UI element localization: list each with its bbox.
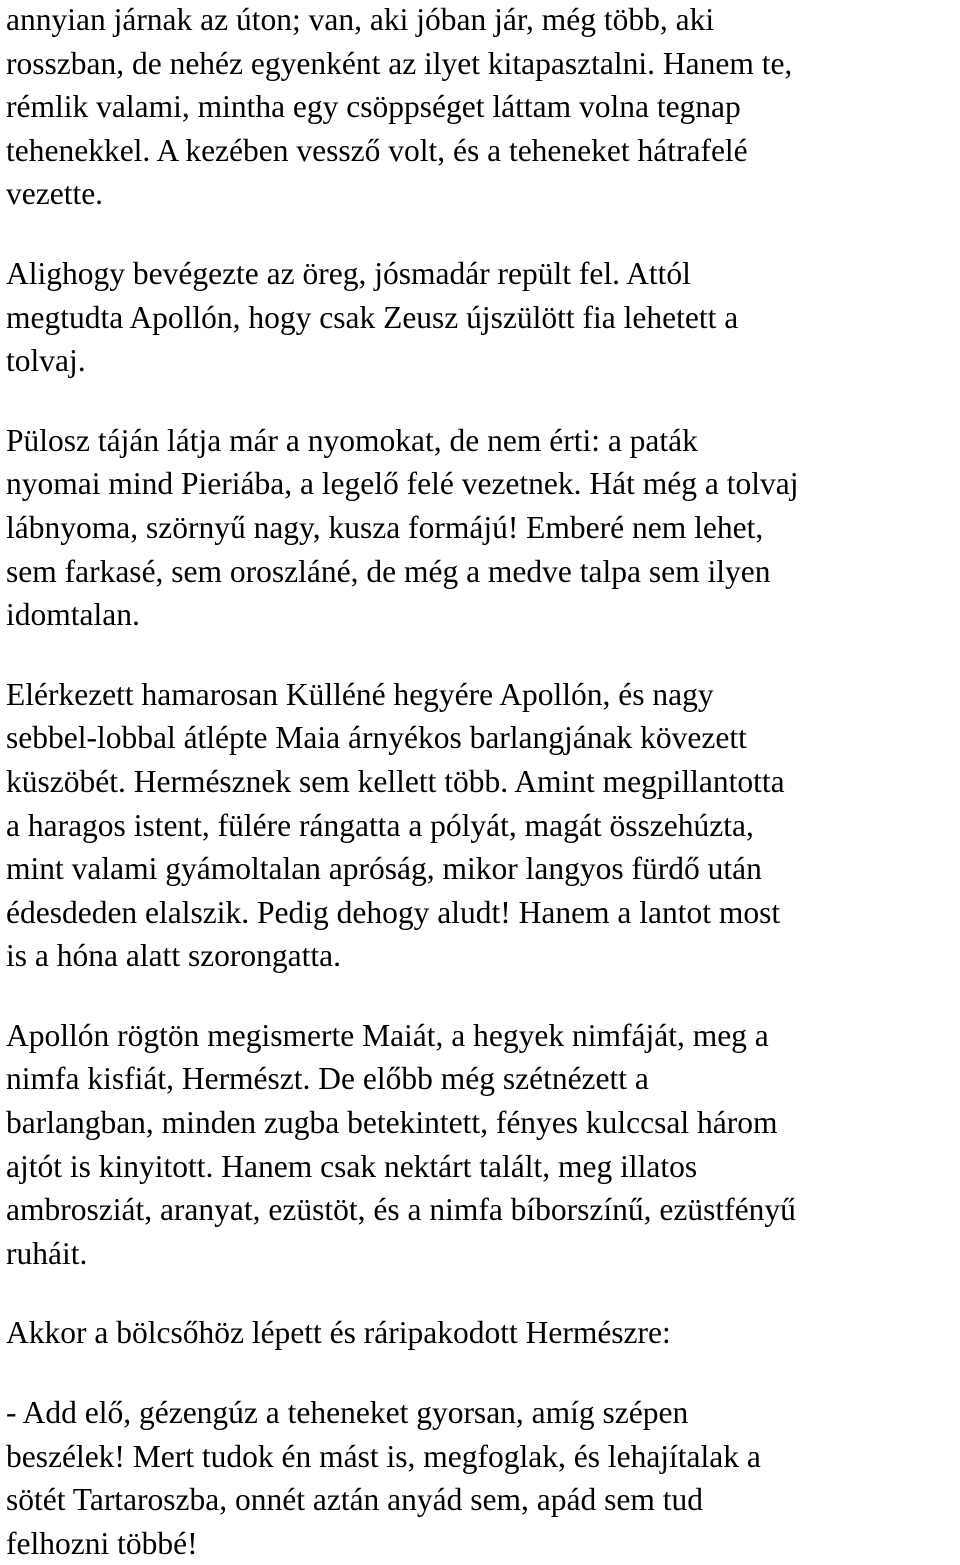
- text-line: sebbel-lobbal átlépte Maia árnyékos barlangjának kövezett: [6, 720, 747, 756]
- paragraph-1: [6, 0, 960, 216]
- text-line: Alighogy bevégezte az öreg, jósmadár repült fel. Attól: [6, 255, 691, 291]
- text-line: rémlik valami, mintha egy csöppséget láttam volna tegnap: [6, 89, 741, 125]
- text-line: vezette.: [6, 176, 104, 212]
- text-line: - Add elő, gézengúz a teheneket gyorsan, amíg szépen: [6, 1395, 689, 1431]
- paragraph-3: [6, 419, 960, 637]
- paragraph-7: [6, 1391, 960, 1565]
- text-line: megtudta Apollón, hogy csak Zeusz újszülött fia lehetett a: [6, 299, 739, 335]
- text-line: sötét Tartaroszba, onnét aztán anyád sem, apád sem tud: [6, 1482, 703, 1518]
- text-line: mint valami gyámoltalan apróság, mikor langyos fürdő után: [6, 851, 762, 887]
- paragraph-5: [6, 1014, 960, 1276]
- text-line: ajtót is kinyitott. Hanem csak nektárt talált, meg illatos: [6, 1148, 698, 1184]
- text-line: Pülosz táján látja már a nyomokat, de nem érti: a paták: [6, 422, 698, 458]
- text-line: idomtalan.: [6, 597, 140, 633]
- text-line: nyomai mind Pieriába, a legelő felé vezetnek. Hát még a tolvaj: [6, 466, 799, 502]
- text-line: annyian járnak az úton; van, aki jóban jár, még több, aki: [6, 2, 715, 37]
- text-line: a haragos istent, fülére rángatta a pólyát, magát összehúzta,: [6, 807, 754, 843]
- text-line: Akkor a bölcsőhöz lépett és ráripakodott Hermészre:: [6, 1315, 671, 1351]
- paragraph-2: [6, 252, 960, 383]
- text-line: felhozni többé!: [6, 1525, 198, 1561]
- text-line: rosszban, de nehéz egyenként az ilyet kitapasztalni. Hanem te,: [6, 45, 793, 81]
- text-line: is a hóna alatt szorongatta.: [6, 938, 342, 974]
- text-line: ambrosziát, aranyat, ezüstöt, és a nimfa bíborszínű, ezüstfényű: [6, 1192, 796, 1228]
- text-line: tehenekkel. A kezében vessző volt, és a teheneket hátrafelé: [6, 132, 748, 168]
- text-line: Apollón rögtön megismerte Maiát, a hegyek nimfáját, meg a: [6, 1017, 769, 1053]
- text-line: beszélek! Mert tudok én mást is, megfoglak, és lehajítalak a: [6, 1438, 761, 1474]
- text-line: ruháit.: [6, 1235, 88, 1271]
- paragraph-4: [6, 673, 960, 978]
- text-line: sem farkasé, sem oroszláné, de még a medve talpa sem ilyen: [6, 553, 771, 589]
- text-line: nimfa kisfiát, Hermészt. De előbb még szétnézett a: [6, 1061, 649, 1097]
- text-line: édesdeden elalszik. Pedig dehogy aludt! Hanem a lantot most: [6, 894, 781, 930]
- document-body: [6, 0, 960, 1565]
- text-line: küszöbét. Hermésznek sem kellett több. Amint megpillantotta: [6, 763, 785, 799]
- text-line: barlangban, minden zugba betekintett, fényes kulccsal három: [6, 1105, 778, 1141]
- text-line: Elérkezett hamarosan Külléné hegyére Apollón, és nagy: [6, 676, 714, 712]
- text-line: tolvaj.: [6, 343, 86, 379]
- text-line: lábnyoma, szörnyű nagy, kusza formájú! Emberé nem lehet,: [6, 509, 764, 545]
- paragraph-6: [6, 1311, 960, 1355]
